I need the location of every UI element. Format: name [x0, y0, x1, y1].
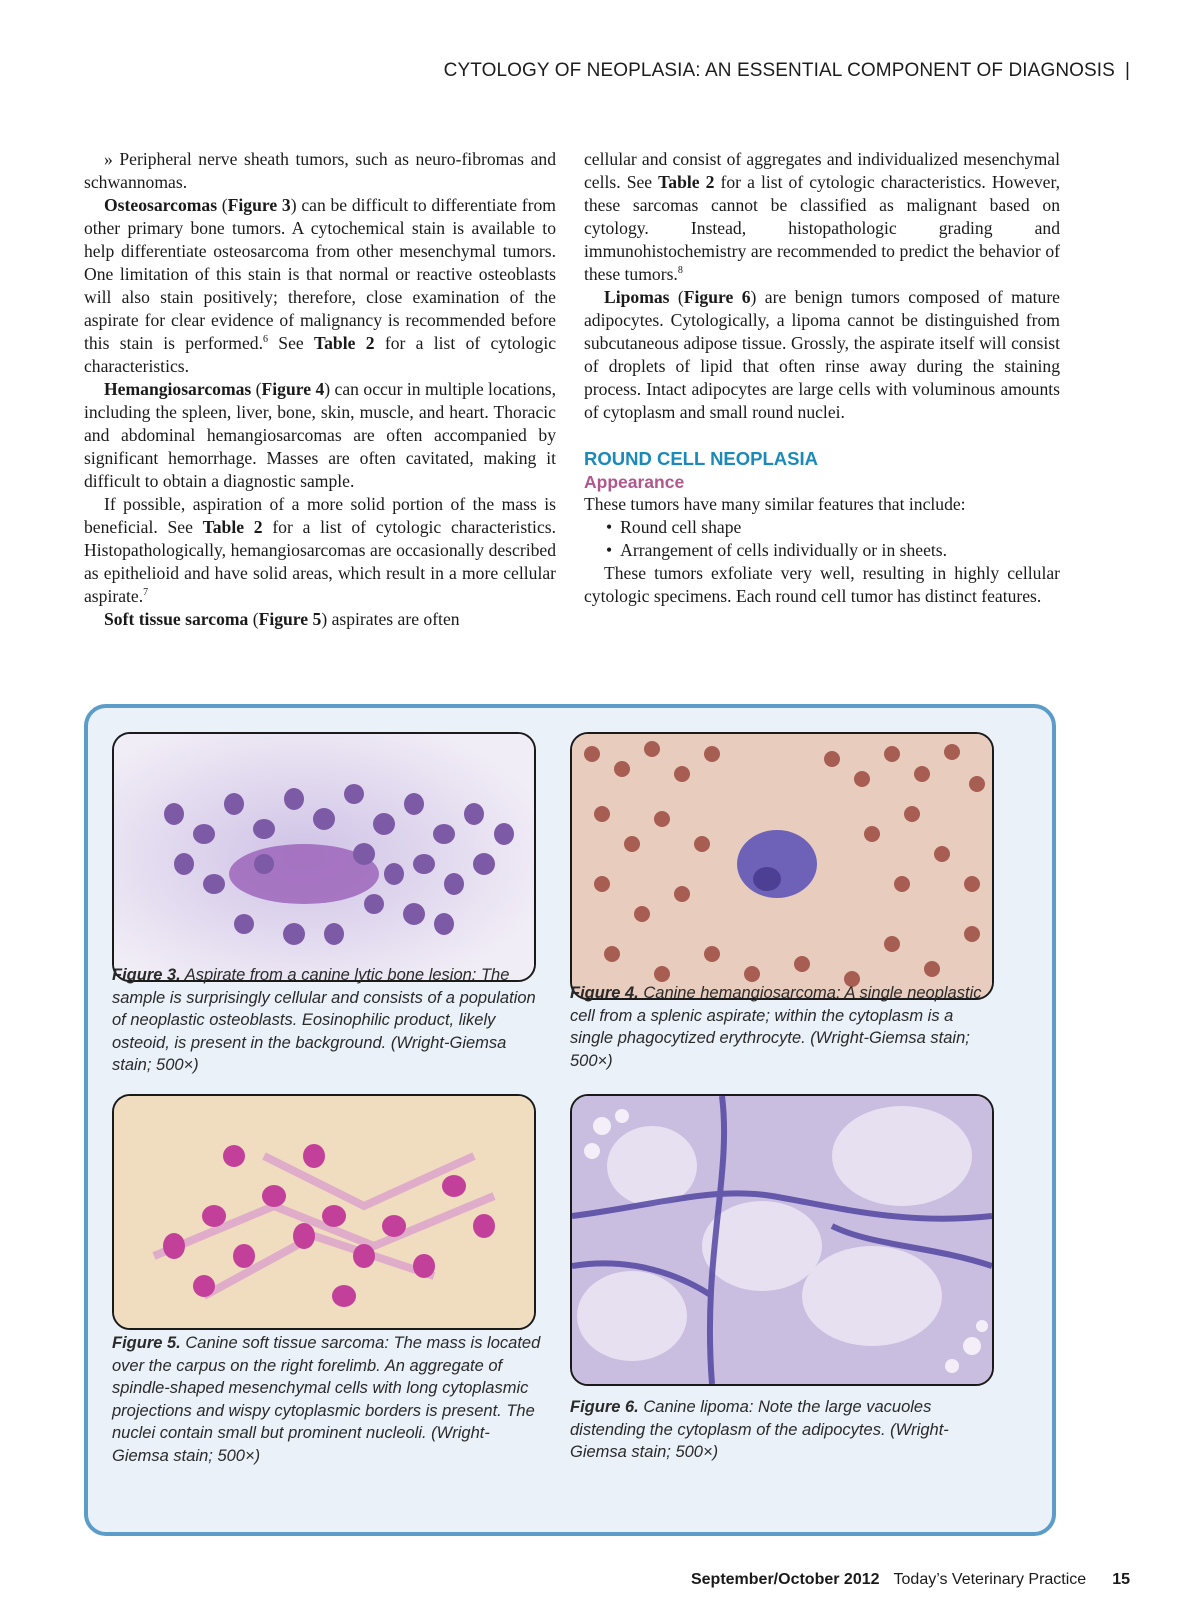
- paragraph-text: for a list of cytologic characteristics. However, these sarcomas cannot be classified as malignant based on cytology. Instead, histopathologic grading and immunohistochemistry are recommended to predict the behavior of these tumors.: [584, 172, 1061, 284]
- figure-4-image: [570, 732, 994, 1000]
- figure-ref: Figure 4: [261, 379, 325, 399]
- figure-3-caption: [112, 964, 542, 1077]
- feature-list: [584, 516, 1060, 562]
- paragraph-text: for a list of cytologic characteristics.: [84, 333, 557, 376]
- caption-text: Aspirate from a canine lytic bone lesion: The sample is surprisingly cellular and consists of a population of neoplastic osteoblasts. Eosinophilic product, likely osteoid, is present in the background. (Wright-Giemsa stain; 500×): [112, 966, 536, 1074]
- figure-ref: Figure 5: [258, 609, 322, 629]
- caption-text: Canine soft tissue sarcoma: The mass is located over the carpus on the right forelimb. An aggregate of spindle-shaped mesenchymal cells with long cytoplasmic projections and wispy cytoplasmic borders is present. The nuclei contain small but prominent nucleoli. (Wright-Giemsa stain; 500×): [112, 1334, 541, 1465]
- paragraph-soft-tissue-sarcoma: [84, 608, 556, 631]
- reference-mark: 8: [677, 265, 683, 277]
- left-column: [84, 148, 556, 631]
- paragraph-text: ) aspirates are often: [321, 609, 460, 629]
- figure-3-image: [112, 732, 536, 982]
- table-ref: Table 2: [314, 333, 375, 353]
- reference-mark: 6: [262, 334, 268, 346]
- figure-label: Figure 5.: [112, 1334, 181, 1352]
- reference-mark: 7: [143, 587, 149, 599]
- paragraph-lipomas: [584, 286, 1060, 424]
- publication-name: Today’s Veterinary Practice: [893, 1571, 1087, 1588]
- figure-panel: [84, 704, 1056, 1536]
- paragraph-osteosarcomas: [84, 194, 556, 378]
- figure-5-caption: [112, 1332, 542, 1467]
- figure-ref: Figure 3: [227, 195, 291, 215]
- figure-label: Figure 3.: [112, 966, 181, 984]
- list-item: • Arrangement of cells individually or in sheets.: [606, 539, 1060, 562]
- paragraph-text: for a list of cytologic characteristics. Histopathologically, hemangiosarcomas are occasionally described as epithelioid and have solid areas, which result in a more cellular aspirate.: [84, 517, 556, 606]
- running-header: [444, 60, 1130, 82]
- table-ref: Table 2: [202, 517, 263, 537]
- paragraph-text: If possible, aspiration of a more solid portion of the mass is beneficial. See: [84, 494, 556, 537]
- figure-label: Figure 4.: [570, 984, 639, 1002]
- running-title: CYTOLOGY OF NEOPLASIA: AN ESSENTIAL COMPONENT OF DIAGNOSIS: [443, 60, 1115, 81]
- issue-date: September/October 2012: [690, 1571, 880, 1588]
- list-item: • Round cell shape: [606, 516, 1060, 539]
- term-hemangiosarcomas: Hemangiosarcomas: [104, 379, 252, 399]
- paren-open: (: [251, 379, 262, 399]
- paragraph-text: See: [267, 333, 315, 353]
- figure-6-image: [570, 1094, 994, 1386]
- figure-4-caption: [570, 982, 1000, 1072]
- caption-text: Canine lipoma: Note the large vacuoles distending the cytoplasm of the adipocytes. (Wright-Giemsa stain; 500×): [570, 1398, 949, 1461]
- bullet-item: » Peripheral nerve sheath tumors, such as neuro-fibromas and schwannomas.: [84, 149, 556, 192]
- term-soft-tissue-sarcoma: Soft tissue sarcoma: [104, 609, 249, 629]
- paragraph-text: ) are benign tumors composed of mature adipocytes. Cytologically, a lipoma cannot be distinguished from subcutaneous adipose tissue. Grossly, the aspirate itself will consist of droplets of lipid that often rinse away during the staining process. Intact adipocytes are large cells with voluminous amounts of cytoplasm and small round nuclei.: [584, 287, 1060, 422]
- paren-open: (: [217, 195, 228, 215]
- page-number: 15: [1112, 1571, 1130, 1588]
- page-footer: [691, 1571, 1130, 1589]
- term-lipomas: Lipomas: [604, 287, 670, 307]
- intro-text: These tumors have many similar features that include:: [584, 494, 966, 514]
- figure-5-image: [112, 1094, 536, 1330]
- subheading: Appearance: [584, 472, 685, 492]
- paren-open: (: [669, 287, 684, 307]
- caption-text: Canine hemangiosarcoma: A single neoplastic cell from a splenic aspirate; within the cytoplasm is a single phagocytized erythrocyte. (Wright-Giemsa stain; 500×): [570, 984, 982, 1070]
- table-ref: Table 2: [658, 172, 715, 192]
- paragraph-text: ) can occur in multiple locations, including the spleen, liver, bone, skin, muscle, and heart. Thoracic and abdominal hemangiosarcomas are often accompanied by significant hemorrhage. Masses are often cavitated, making it difficult to obtain a diagnostic sample.: [84, 379, 556, 491]
- paragraph-aspiration: [84, 493, 556, 608]
- figure-ref: Figure 6: [683, 287, 751, 307]
- right-column: [584, 148, 1060, 608]
- term-osteosarcomas: Osteosarcomas: [104, 195, 218, 215]
- paren-open: (: [248, 609, 259, 629]
- header-separator: |: [1124, 60, 1130, 81]
- paragraph-sarcoma-cont: [584, 148, 1060, 286]
- paragraph-text: ) can be difficult to differentiate from other primary bone tumors. A cytochemical stain is available to help differentiate osteosarcoma from other mesenchymal tumors. One limitation of this stain is that normal or reactive osteoblasts will also stain positively; therefore, close examination of the aspirate for clear evidence of malignancy is recommended before this stain is performed.: [84, 195, 556, 353]
- paragraph-hemangiosarcomas: [84, 378, 556, 493]
- figure-6-caption: [570, 1396, 1000, 1464]
- figure-label: Figure 6.: [570, 1398, 639, 1416]
- section-heading: ROUND CELL NEOPLASIA: [584, 448, 819, 469]
- paragraph-exfoliate: These tumors exfoliate very well, resulting in highly cellular cytologic specimens. Each round cell tumor has distinct features.: [584, 563, 1060, 606]
- paragraph-text: cellular and consist of aggregates and individualized mesenchymal cells. See: [584, 149, 1060, 192]
